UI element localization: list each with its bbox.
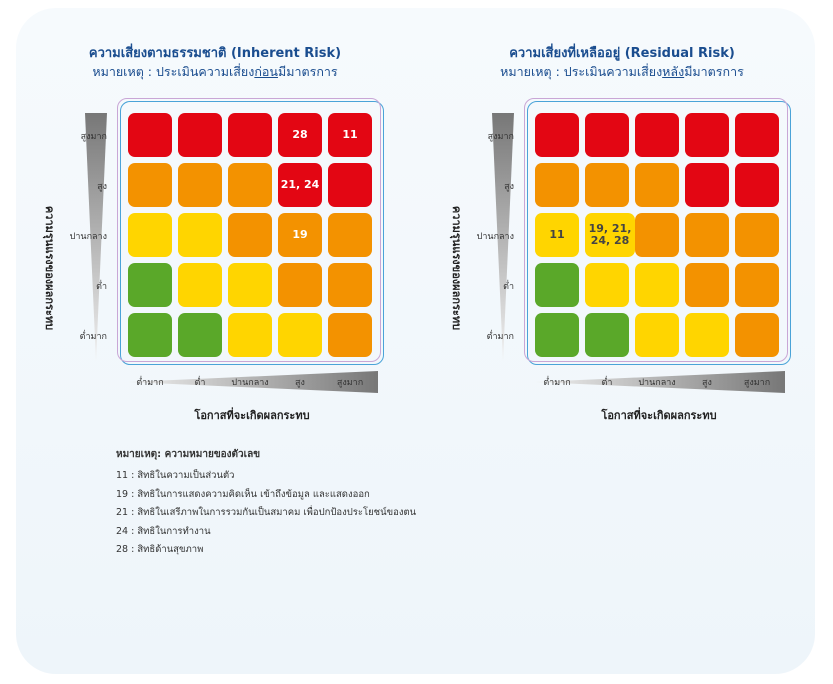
chart-title: ความเสี่ยงที่เหลืออยู่ (Residual Risk)	[509, 46, 735, 61]
y-tick-label: สูง	[97, 182, 107, 192]
y-tick-label: ต่ำมาก	[486, 332, 514, 342]
risk-cell-red	[535, 113, 579, 157]
x-tick-label: ต่ำมาก	[543, 378, 571, 388]
risk-cell-green	[178, 313, 222, 357]
risk-cell-red	[635, 113, 679, 157]
legend-item: 24 : สิทธิในการทำงาน	[116, 525, 211, 537]
risk-cell-red	[685, 113, 729, 157]
heatmap-grid	[535, 113, 783, 361]
x-axis-title: โอกาสที่จะเกิดผลกระทบ	[194, 409, 310, 422]
y-axis-labels	[45, 113, 107, 361]
risk-cell-label: 11	[328, 113, 372, 157]
risk-cell-orange	[635, 213, 679, 257]
risk-cell-yellow	[685, 313, 729, 357]
y-tick-label: ปานกลาง	[69, 232, 107, 242]
subtitle-suffix: มีมาตรการ	[684, 64, 744, 79]
risk-cell-green	[535, 263, 579, 307]
chart-subtitle	[45, 62, 385, 82]
risk-cell-label: 19, 21, 24, 28	[585, 213, 635, 257]
chart-subtitle	[452, 62, 792, 82]
legend-item: 11 : สิทธิในความเป็นส่วนตัว	[116, 470, 235, 481]
risk-cell-orange	[735, 313, 779, 357]
y-tick-label: ปานกลาง	[476, 232, 514, 242]
risk-cell-red	[585, 113, 629, 157]
x-tick-label: ต่ำมาก	[136, 378, 164, 388]
x-tick-label: สูง	[702, 378, 712, 388]
risk-cell-orange	[535, 163, 579, 207]
y-tick-label: สูงมาก	[80, 132, 107, 142]
x-tick-label: ต่ำ	[194, 378, 206, 388]
risk-cell-yellow	[585, 263, 629, 307]
risk-cell-orange	[128, 163, 172, 207]
x-tick-label: ต่ำ	[601, 378, 613, 388]
risk-cell-orange	[278, 263, 322, 307]
risk-cell-red	[128, 113, 172, 157]
risk-cell-orange	[178, 163, 222, 207]
inherent-risk-matrix	[45, 38, 385, 468]
risk-cell-yellow	[228, 313, 272, 357]
y-tick-label: สูง	[504, 182, 514, 192]
risk-cell-yellow	[178, 213, 222, 257]
risk-cell-orange	[685, 213, 729, 257]
y-axis-labels	[452, 113, 514, 361]
x-tick-label: สูง	[295, 378, 305, 388]
risk-cell-yellow	[635, 313, 679, 357]
x-tick-label: สูงมาก	[743, 378, 771, 388]
risk-cell-orange	[735, 263, 779, 307]
risk-cell-green	[535, 313, 579, 357]
risk-cell-orange	[685, 263, 729, 307]
risk-cell-yellow	[128, 213, 172, 257]
risk-cell-orange	[328, 313, 372, 357]
risk-cell-red	[685, 163, 729, 207]
x-axis-labels	[535, 375, 783, 391]
risk-cell-red	[735, 163, 779, 207]
chart-title: ความเสี่ยงตามธรรมชาติ (Inherent Risk)	[88, 46, 342, 61]
legend	[116, 447, 516, 561]
x-tick-label: สูงมาก	[336, 378, 364, 388]
subtitle-prefix: หมายเหตุ : ประเมินความเสี่ยง	[92, 64, 255, 79]
risk-cell-label: 28	[278, 113, 322, 157]
subtitle-prefix: หมายเหตุ : ประเมินความเสี่ยง	[500, 64, 663, 79]
legend-item: 28 : สิทธิด้านสุขภาพ	[116, 544, 204, 555]
risk-cell-orange	[328, 213, 372, 257]
risk-cell-red	[228, 113, 272, 157]
residual-risk-matrix	[452, 38, 792, 468]
risk-cell-green	[585, 313, 629, 357]
heatmap-grid	[128, 113, 376, 361]
x-tick-label: ปานกลาง	[638, 378, 676, 388]
risk-cell-orange	[585, 163, 629, 207]
legend-item: 19 : สิทธิในการแสดงความคิดเห็น เข้าถึงข้อมูล และแสดงออก	[116, 488, 370, 500]
risk-cell-yellow	[178, 263, 222, 307]
risk-cell-orange	[735, 213, 779, 257]
legend-title: หมายเหตุ: ความหมายของตัวเลข	[116, 449, 261, 460]
risk-cell-yellow	[635, 263, 679, 307]
risk-cell-label: 11	[535, 213, 579, 257]
y-tick-label: สูงมาก	[487, 132, 514, 142]
x-tick-label: ปานกลาง	[231, 378, 269, 388]
y-tick-label: ต่ำ	[503, 282, 514, 292]
risk-cell-green	[128, 313, 172, 357]
risk-cell-label: 19	[278, 213, 322, 257]
risk-cell-red	[328, 163, 372, 207]
risk-cell-yellow	[228, 263, 272, 307]
risk-cell-red	[178, 113, 222, 157]
subtitle-emphasis: หลัง	[662, 64, 685, 79]
risk-cell-yellow	[278, 313, 322, 357]
risk-cell-orange	[228, 163, 272, 207]
risk-cell-orange	[635, 163, 679, 207]
risk-cell-orange	[328, 263, 372, 307]
risk-cell-label: 21, 24	[278, 163, 322, 207]
y-tick-label: ต่ำ	[96, 282, 107, 292]
y-axis-title: ความรุนแรงของผลกระทบ	[450, 205, 463, 331]
risk-cell-green	[128, 263, 172, 307]
y-axis-title: ความรุนแรงของผลกระทบ	[43, 205, 56, 331]
risk-cell-orange	[228, 213, 272, 257]
x-axis-labels	[128, 375, 376, 391]
subtitle-emphasis: ก่อน	[254, 64, 278, 79]
subtitle-suffix: มีมาตรการ	[277, 64, 338, 79]
risk-cell-red	[735, 113, 779, 157]
legend-item: 21 : สิทธิในเสรีภาพในการรวมกันเป็นสมาคม เพื่อปกป้องประโยชน์ของตน	[116, 507, 417, 518]
y-tick-label: ต่ำมาก	[79, 332, 107, 342]
x-axis-title: โอกาสที่จะเกิดผลกระทบ	[601, 409, 717, 422]
